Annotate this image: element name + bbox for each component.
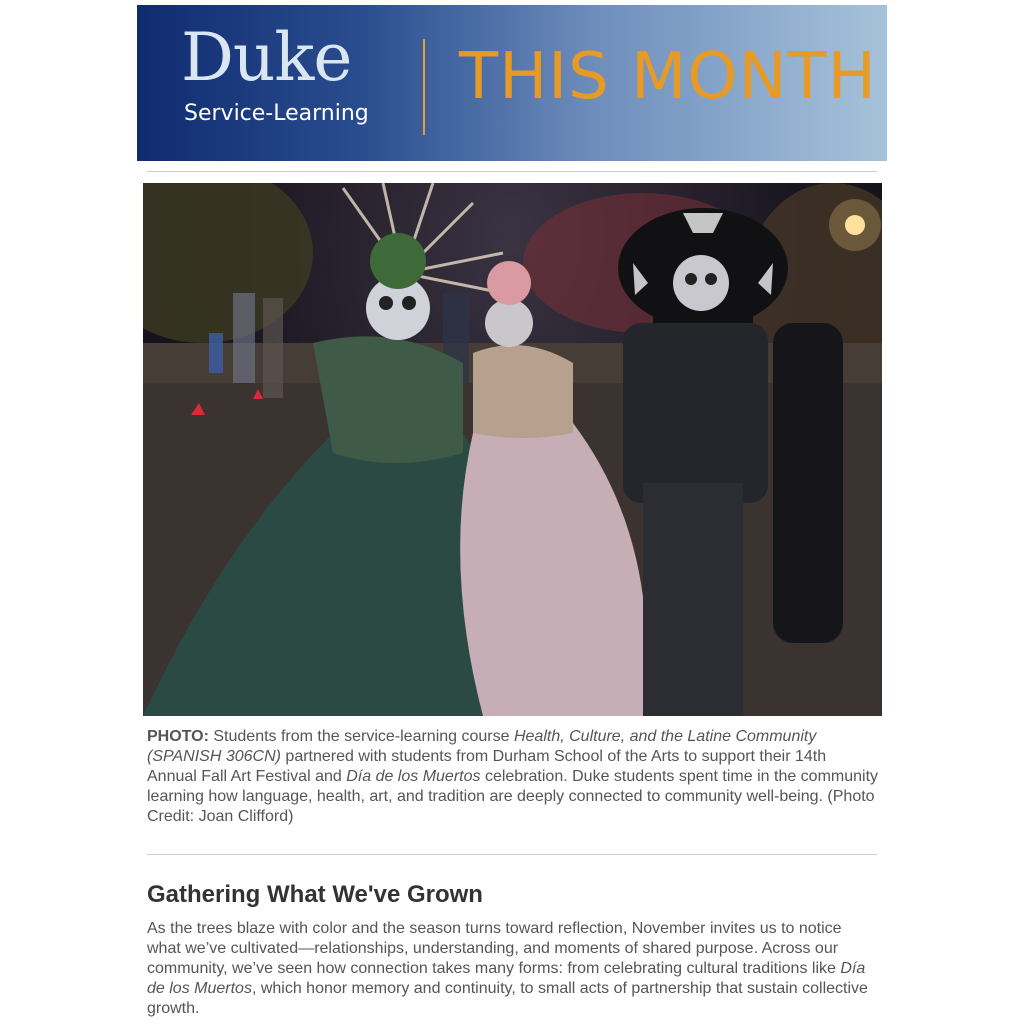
article-emphasis: Día de los Muertos <box>147 960 866 997</box>
caption-lead: PHOTO: <box>147 728 209 745</box>
article-text-1: As the trees blaze with color and the season turns toward reflection, November invites us to notice what we’ve cultivated—relationships, understanding, and moments of shared purpose. Across our community, we’ve seen how connection takes many forms: from celebrating cultural traditions like <box>147 920 842 977</box>
service-learning-logo-text: Service-Learning <box>184 101 369 126</box>
header-rule <box>147 171 877 172</box>
section-rule <box>147 854 877 855</box>
caption-course-title: Health, Culture, and the Latine Community (SPANISH 306CN) <box>147 728 817 765</box>
duke-logo: Duke <box>181 19 352 96</box>
festival-photo-illustration <box>143 183 882 716</box>
article-paragraph <box>147 919 879 1019</box>
photo-caption <box>147 727 879 827</box>
newsletter-banner <box>137 5 887 161</box>
festival-photo <box>143 183 882 716</box>
banner-title: THIS MONTH <box>459 40 877 114</box>
caption-text-3: celebration. Duke students spent time in the community learning how language, health, art, and tradition are deeply connected to community well-being. (Photo Credit: Joan Clifford) <box>147 768 879 825</box>
banner-divider <box>423 39 425 135</box>
caption-text-1: Students from the service-learning course <box>208 728 514 745</box>
caption-event-name: Día de los Muertos <box>346 768 481 785</box>
caption-text-2: partnered with students from Durham School of the Arts to support their 14th Annual Fall Art Festival and <box>147 748 827 785</box>
article-heading: Gathering What We've Grown <box>147 881 483 908</box>
article-text-2: , which honor memory and continuity, to small acts of partnership that sustain collective growth. <box>147 980 868 1017</box>
